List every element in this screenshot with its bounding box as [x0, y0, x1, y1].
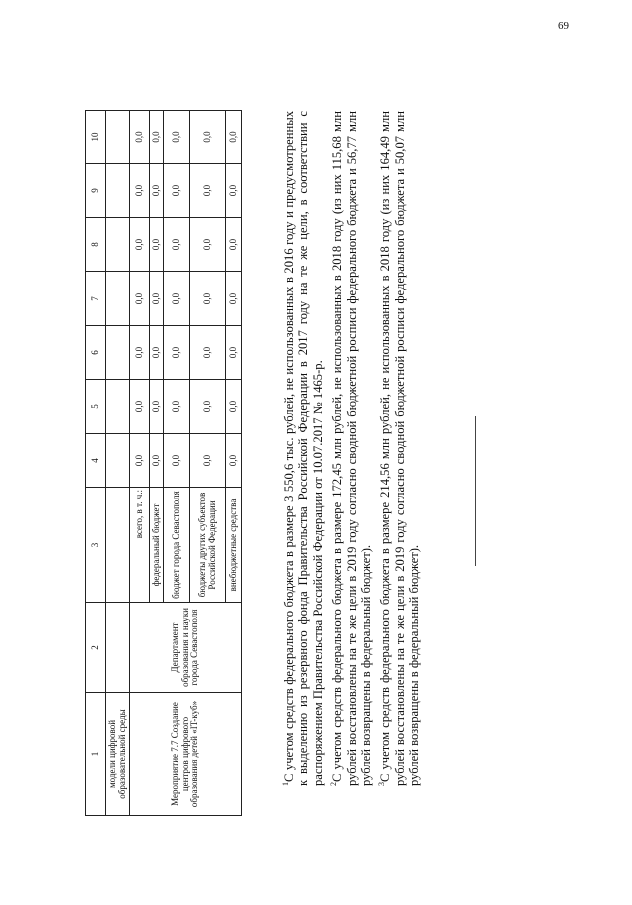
col-header-1: 1: [86, 693, 106, 816]
table-cell: [106, 434, 130, 488]
value-cell: 0,0: [164, 111, 190, 164]
value-cell: 0,0: [150, 326, 164, 380]
value-cell: 0,0: [226, 434, 242, 488]
footnote-3: [375, 111, 421, 816]
value-cell: 0,0: [164, 326, 190, 380]
value-cell: 0,0: [190, 218, 226, 272]
footnote-text: С учетом средств федерального бюджета в размере 3 550,6 тыс. рублей, не использованных в 2016 году и предусмотренных к выделению из резервного фонда Правительства Российской Федерации в 2017 году на те же цели, в соответствии с распоряжением Правительства Российской Федерации от 10.07.2017 № 1465-р.: [282, 111, 325, 786]
table-cell: [106, 272, 130, 326]
source-cell: федеральный бюджет: [150, 488, 164, 603]
value-cell: 0,0: [164, 164, 190, 218]
value-cell: 0,0: [150, 434, 164, 488]
value-cell: 0,0: [150, 164, 164, 218]
table-row: [130, 111, 150, 816]
value-cell: 0,0: [130, 272, 150, 326]
col-header-9: 9: [86, 164, 106, 218]
value-cell: 0,0: [190, 380, 226, 434]
value-cell: 0,0: [226, 272, 242, 326]
value-cell: 0,0: [190, 326, 226, 380]
value-cell: 0,0: [164, 218, 190, 272]
table-cell: [106, 603, 130, 693]
value-cell: 0,0: [150, 380, 164, 434]
table-cell: [106, 326, 130, 380]
value-cell: 0,0: [164, 272, 190, 326]
value-cell: 0,0: [226, 111, 242, 164]
value-cell: 0,0: [190, 434, 226, 488]
col-header-4: 4: [86, 434, 106, 488]
value-cell: 0,0: [150, 218, 164, 272]
source-cell: всего, в т. ч.:: [130, 488, 150, 603]
footnote-2: [327, 111, 373, 816]
col-header-6: 6: [86, 326, 106, 380]
value-cell: 0,0: [190, 272, 226, 326]
source-cell: бюджеты других субъектов Российской Федерации: [190, 488, 226, 603]
col-header-10: 10: [86, 111, 106, 164]
value-cell: 0,0: [130, 326, 150, 380]
value-cell: 0,0: [164, 434, 190, 488]
col-header-8: 8: [86, 218, 106, 272]
value-cell: 0,0: [226, 380, 242, 434]
value-cell: 0,0: [226, 326, 242, 380]
budget-table: [85, 110, 242, 816]
value-cell: 0,0: [164, 380, 190, 434]
table-cell: [106, 164, 130, 218]
table-cell: [106, 111, 130, 164]
col-header-2: 2: [86, 603, 106, 693]
value-cell: 0,0: [130, 380, 150, 434]
table-cell: [106, 380, 130, 434]
col-header-5: 5: [86, 380, 106, 434]
source-cell: бюджет города Севастополя: [164, 488, 190, 603]
footnote-text: С учетом средств федерального бюджета в размере 214,56 млн рублей, не использованных в 2018 году (из них 164,49 млн рублей восстановлены на те же цели в 2019 году согласно сводной бюджетной росписи федерального бюджета и 50,07 млн рублей возвращены в федеральный бюджет).: [378, 111, 421, 786]
value-cell: 0,0: [190, 164, 226, 218]
value-cell: 0,0: [130, 111, 150, 164]
page-number: 69: [558, 20, 569, 32]
value-cell: 0,0: [130, 218, 150, 272]
footnote-1: [279, 111, 325, 816]
col-header-3: 3: [86, 488, 106, 603]
continued-row: [106, 111, 130, 816]
footnote-mark: 1: [281, 782, 290, 786]
value-cell: 0,0: [150, 272, 164, 326]
rotated-landscape-content: [85, 96, 525, 836]
footnote-mark: 3: [377, 782, 387, 786]
table-cell: [106, 218, 130, 272]
value-cell: 0,0: [226, 164, 242, 218]
value-cell: 0,0: [150, 111, 164, 164]
measure-cell: Мероприятие 7.7 Создание центров цифрового образования детей «IT-куб»: [130, 693, 242, 816]
value-cell: 0,0: [226, 218, 242, 272]
footnote-mark: 2: [329, 782, 339, 786]
continued-measure-cell: модели цифровой образовательной среды: [106, 693, 130, 816]
source-cell: внебюджетные средства: [226, 488, 242, 603]
value-cell: 0,0: [190, 111, 226, 164]
col-header-7: 7: [86, 272, 106, 326]
footnote-text: С учетом средств федерального бюджета в размере 172,45 млн рублей, не использованных в 2018 году (из них 115,68 млн рублей восстановлены на те же цели в 2019 году согласно сводной бюджетной росписи федерального бюджета и 56,77 млн рублей возвращены в федеральный бюджет).: [330, 111, 373, 786]
header-row: [86, 111, 106, 816]
executor-cell: Департамент образования и науки города Севастополя: [130, 603, 242, 693]
table-cell: [106, 488, 130, 603]
value-cell: 0,0: [130, 434, 150, 488]
footnotes: [279, 111, 423, 816]
value-cell: 0,0: [130, 164, 150, 218]
divider-line: [475, 416, 476, 566]
